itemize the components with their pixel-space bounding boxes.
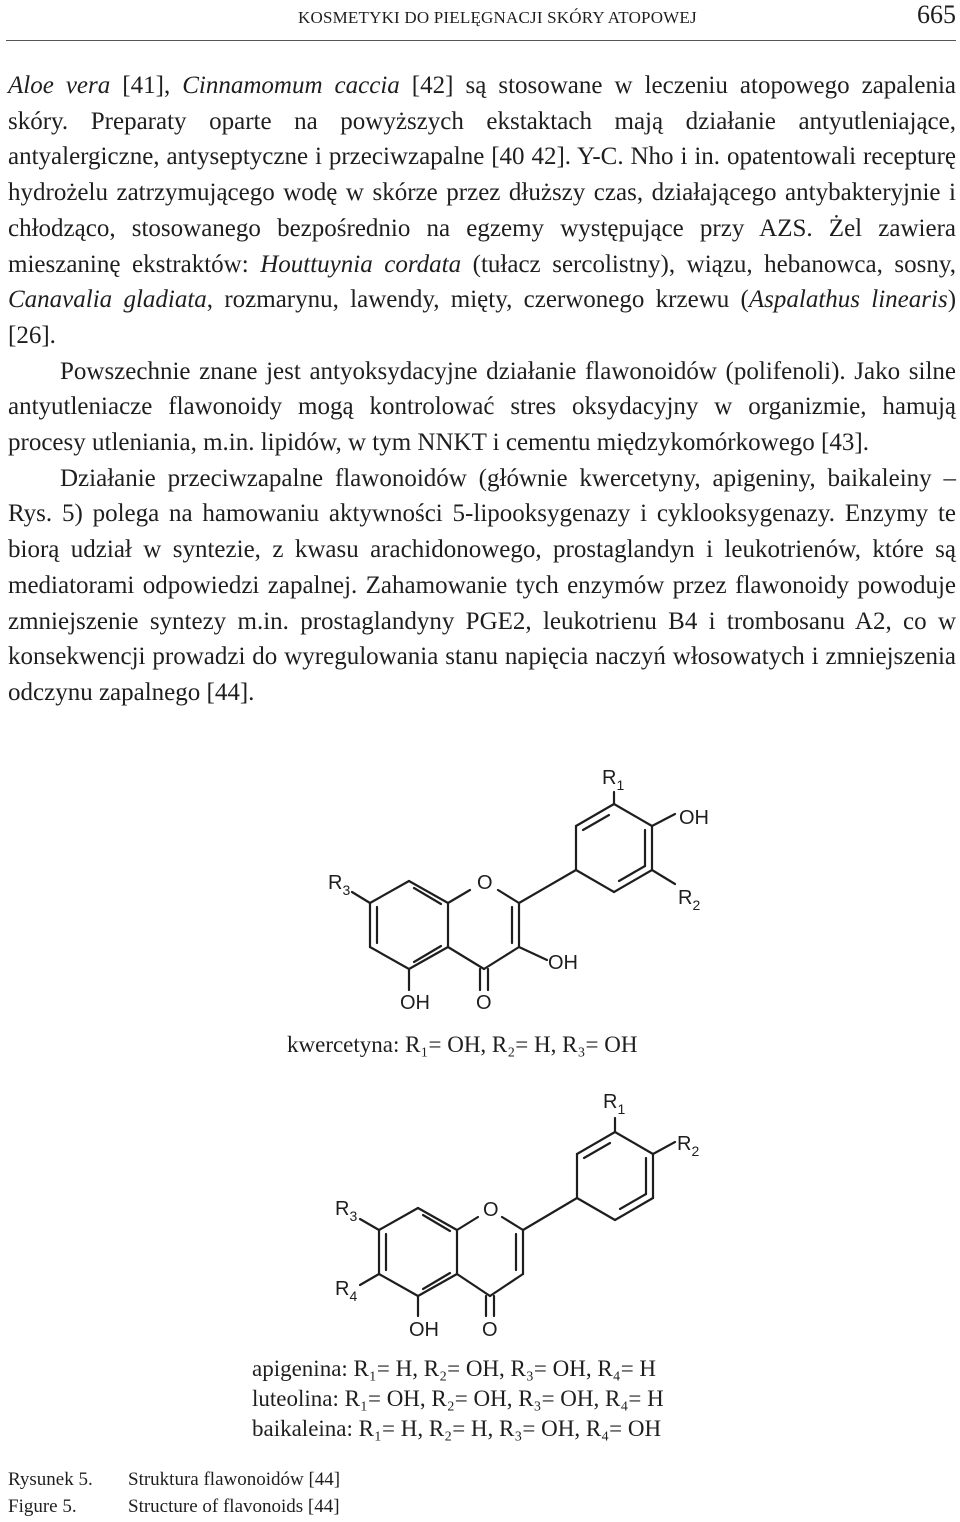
r2-label: R xyxy=(678,887,693,909)
svg-text:R4: $R_4$ xyxy=(335,1278,358,1304)
oh-4prime: OH xyxy=(679,807,709,829)
figure-title-en: Structure of flavonoids [44] xyxy=(128,1496,340,1517)
r3-label-2: R xyxy=(335,1198,350,1220)
svg-text:R1: $R_1$ xyxy=(603,1091,626,1117)
svg-text:R2: $R_2$ xyxy=(677,1133,700,1159)
apigenin-caption: apigenina: R₁= H, R₂= OH, R₃= OH, R₄= H xyxy=(252,1356,657,1381)
species-cinnamomum: Cinnamomum caccia xyxy=(182,72,400,99)
species-canavalia: Canavalia gladiata xyxy=(8,286,207,314)
figure-caption-en xyxy=(8,1496,340,1518)
oh-5-2: OH xyxy=(409,1319,439,1341)
species-aspalathus: Aspalathus linearis xyxy=(748,286,948,314)
species-houttuynia: Houttuynia cordata xyxy=(260,250,462,278)
figure-title-pl: Struktura flawonoidów [44] xyxy=(128,1469,341,1490)
ring-oxygen-2: O xyxy=(483,1199,499,1221)
r1-label-2: R xyxy=(603,1091,618,1113)
r4-label-2: R xyxy=(335,1278,350,1300)
r1-label: R xyxy=(602,767,617,789)
carbonyl-oxygen: O xyxy=(476,992,492,1014)
paragraph-3: Działanie przeciwzapalne flawonoidów (głównie kwercetyny, apigeniny, baikaleiny – Rys. 5) polega na hamowaniu aktywności 5-lipooksygenazy i cyklooksygenazy. Enzymy te biorą udział w syntezie, z kwasu arachidonowego, prostaglandyn i leukotrienów, które są mediatorami odpowiedzi zapalnej. Zahamowanie tych enzymów przez flawonoidy powoduje zmniejszenie syntezy m.in. prostaglandyny PGE2, leukotrienu B4 i trombosanu A2, co w konsekwencji prowadzi do wyregulowania stanu napięcia naczyń włosowatych i zmniejszenia odczynu zapalnego [44]. xyxy=(8,464,956,706)
svg-text:R3: $R_3$ xyxy=(335,1198,358,1224)
oh-5: OH xyxy=(400,992,430,1014)
species-aloe-vera: Aloe vera xyxy=(8,72,111,99)
ring-oxygen: O xyxy=(477,872,493,894)
figure-label-en: Figure 5. xyxy=(8,1496,77,1517)
baicalein-caption: baikaleina: R₁= H, R₂= H, R₃= OH, R₄= OH xyxy=(252,1416,662,1441)
oh-3: OH xyxy=(548,952,578,974)
page-number: 665 xyxy=(917,0,956,29)
svg-text:R2: $R_2$ xyxy=(678,887,701,913)
luteolin-caption: luteolina: R₁= OH, R₂= OH, R₃= OH, R₄= H xyxy=(252,1386,664,1411)
quercetin-caption: kwercetyna: R₁= OH, R₂= H, R₃= OH xyxy=(287,1032,638,1057)
carbonyl-oxygen-2: O xyxy=(482,1319,498,1341)
svg-text:R1: $R_1$ xyxy=(602,767,625,793)
r2-label-2: R xyxy=(677,1133,692,1155)
svg-text:R3: $R_3$ xyxy=(328,872,351,898)
paragraph-2: Powszechnie znane jest antyoksydacyjne działanie flawonoidów (polifenoli). Jako silne antyutleniacze flawonoidy mogą kontrolować stres oksydacyjny w organizmie, hamują procesy utleniania, m.in. lipidów, w tym NNKT i cementu międzykomórkowego [43]. xyxy=(8,357,956,457)
running-title: KOSMETYKI DO PIELĘGNACJI SKÓRY ATOPOWEJ xyxy=(298,8,697,27)
paragraph-1: Aloe vera [41], Cinnamomum caccia [42] są stosowane w leczeniu atopowego zapalenia skóry. Preparaty oparte na powyższych ekstaktach mają działanie antyutleniające, antyalergiczne, antyseptyczne i przeciwzapalne [40 42]. Y-C. Nho i in. opatentowali recepturę hydrożelu zatrzymującego wodę w skórze przez dłuższy czas, działającego antybakteryjnie i chłodząco, stosowanego bezpośrednio na egzemy występujące przy AZS. Żel zawiera mieszaninę ekstraktów: Houttuynia cordata (tułacz sercolistny), wiązu, hebanowca, sosny, Canavalia gladiata, rozmarynu, lawendy, mięty, czerwonego krzewu (Aspalathus linearis) [26]. xyxy=(8,72,957,349)
figure-caption-pl xyxy=(8,1469,340,1491)
figure-label-pl: Rysunek 5. xyxy=(8,1469,93,1490)
r3-label: R xyxy=(328,872,343,894)
